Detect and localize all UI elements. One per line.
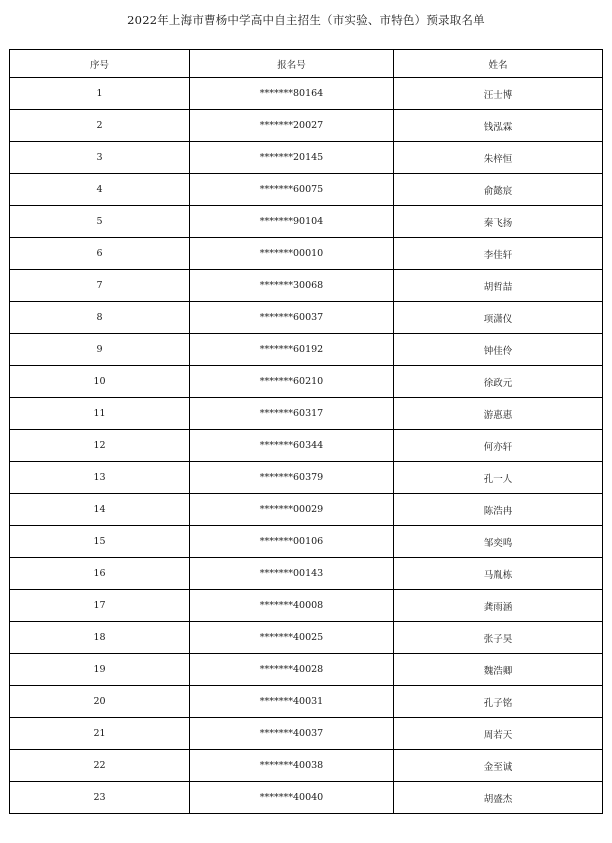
cell-registration-number: *******40038	[190, 750, 394, 782]
admission-list-table	[9, 49, 603, 814]
cell-name: 秦飞扬	[394, 206, 603, 238]
table-row	[10, 206, 603, 238]
cell-name: 朱梓恒	[394, 142, 603, 174]
cell-name: 魏浩卿	[394, 654, 603, 686]
table-row	[10, 750, 603, 782]
cell-name: 龚雨涵	[394, 590, 603, 622]
table-row	[10, 494, 603, 526]
cell-index: 14	[10, 494, 190, 526]
table-row	[10, 558, 603, 590]
cell-registration-number: *******60379	[190, 462, 394, 494]
cell-registration-number: *******40025	[190, 622, 394, 654]
table-row	[10, 398, 603, 430]
table-row	[10, 462, 603, 494]
cell-name: 项潇仪	[394, 302, 603, 334]
cell-registration-number: *******00029	[190, 494, 394, 526]
cell-registration-number: *******00010	[190, 238, 394, 270]
cell-registration-number: *******60210	[190, 366, 394, 398]
cell-index: 3	[10, 142, 190, 174]
cell-index: 15	[10, 526, 190, 558]
table-row	[10, 782, 603, 814]
table-row	[10, 654, 603, 686]
cell-index: 7	[10, 270, 190, 302]
table-row	[10, 334, 603, 366]
cell-registration-number: *******60075	[190, 174, 394, 206]
document-title: 2022年上海市曹杨中学高中自主招生（市实验、市特色）预录取名单	[127, 13, 485, 27]
cell-registration-number: *******30068	[190, 270, 394, 302]
cell-name: 胡哲喆	[394, 270, 603, 302]
table-body	[10, 78, 603, 814]
cell-name: 钱泓霖	[394, 110, 603, 142]
cell-registration-number: *******60344	[190, 430, 394, 462]
column-header-index: 序号	[10, 50, 190, 78]
cell-index: 23	[10, 782, 190, 814]
cell-name: 胡盛杰	[394, 782, 603, 814]
cell-name: 李佳轩	[394, 238, 603, 270]
cell-name: 张子昊	[394, 622, 603, 654]
cell-registration-number: *******60317	[190, 398, 394, 430]
cell-name: 马胤栋	[394, 558, 603, 590]
cell-index: 10	[10, 366, 190, 398]
table-row	[10, 526, 603, 558]
cell-index: 22	[10, 750, 190, 782]
table-row	[10, 174, 603, 206]
cell-name: 游惠惠	[394, 398, 603, 430]
table-header-row	[10, 50, 603, 78]
cell-index: 5	[10, 206, 190, 238]
cell-index: 9	[10, 334, 190, 366]
table-row	[10, 366, 603, 398]
cell-registration-number: *******60192	[190, 334, 394, 366]
cell-registration-number: *******40037	[190, 718, 394, 750]
table-row	[10, 78, 603, 110]
table-row	[10, 302, 603, 334]
cell-name: 汪士博	[394, 78, 603, 110]
cell-index: 18	[10, 622, 190, 654]
cell-index: 2	[10, 110, 190, 142]
cell-index: 16	[10, 558, 190, 590]
cell-name: 孔子铭	[394, 686, 603, 718]
cell-index: 17	[10, 590, 190, 622]
cell-registration-number: *******20027	[190, 110, 394, 142]
cell-name: 孔一人	[394, 462, 603, 494]
cell-name: 何亦轩	[394, 430, 603, 462]
cell-index: 1	[10, 78, 190, 110]
cell-name: 徐政元	[394, 366, 603, 398]
cell-name: 邹奕鸣	[394, 526, 603, 558]
cell-name: 陈浩冉	[394, 494, 603, 526]
cell-registration-number: *******40028	[190, 654, 394, 686]
cell-index: 8	[10, 302, 190, 334]
cell-index: 13	[10, 462, 190, 494]
table-row	[10, 686, 603, 718]
cell-index: 20	[10, 686, 190, 718]
cell-index: 19	[10, 654, 190, 686]
cell-registration-number: *******90104	[190, 206, 394, 238]
table-row	[10, 622, 603, 654]
cell-index: 6	[10, 238, 190, 270]
cell-name: 周若天	[394, 718, 603, 750]
cell-index: 21	[10, 718, 190, 750]
cell-registration-number: *******60037	[190, 302, 394, 334]
cell-registration-number: *******40008	[190, 590, 394, 622]
cell-registration-number: *******40031	[190, 686, 394, 718]
cell-name: 金至诚	[394, 750, 603, 782]
column-header-name: 姓名	[394, 50, 603, 78]
cell-index: 4	[10, 174, 190, 206]
column-header-registration-number: 报名号	[190, 50, 394, 78]
table-row	[10, 718, 603, 750]
cell-registration-number: *******40040	[190, 782, 394, 814]
cell-name: 钟佳伶	[394, 334, 603, 366]
cell-registration-number: *******00106	[190, 526, 394, 558]
table-row	[10, 142, 603, 174]
table-row	[10, 430, 603, 462]
table-row	[10, 238, 603, 270]
cell-name: 俞懿宸	[394, 174, 603, 206]
table-row	[10, 110, 603, 142]
table-row	[10, 270, 603, 302]
cell-registration-number: *******80164	[190, 78, 394, 110]
cell-index: 12	[10, 430, 190, 462]
cell-registration-number: *******20145	[190, 142, 394, 174]
cell-index: 11	[10, 398, 190, 430]
table-row	[10, 590, 603, 622]
cell-registration-number: *******00143	[190, 558, 394, 590]
